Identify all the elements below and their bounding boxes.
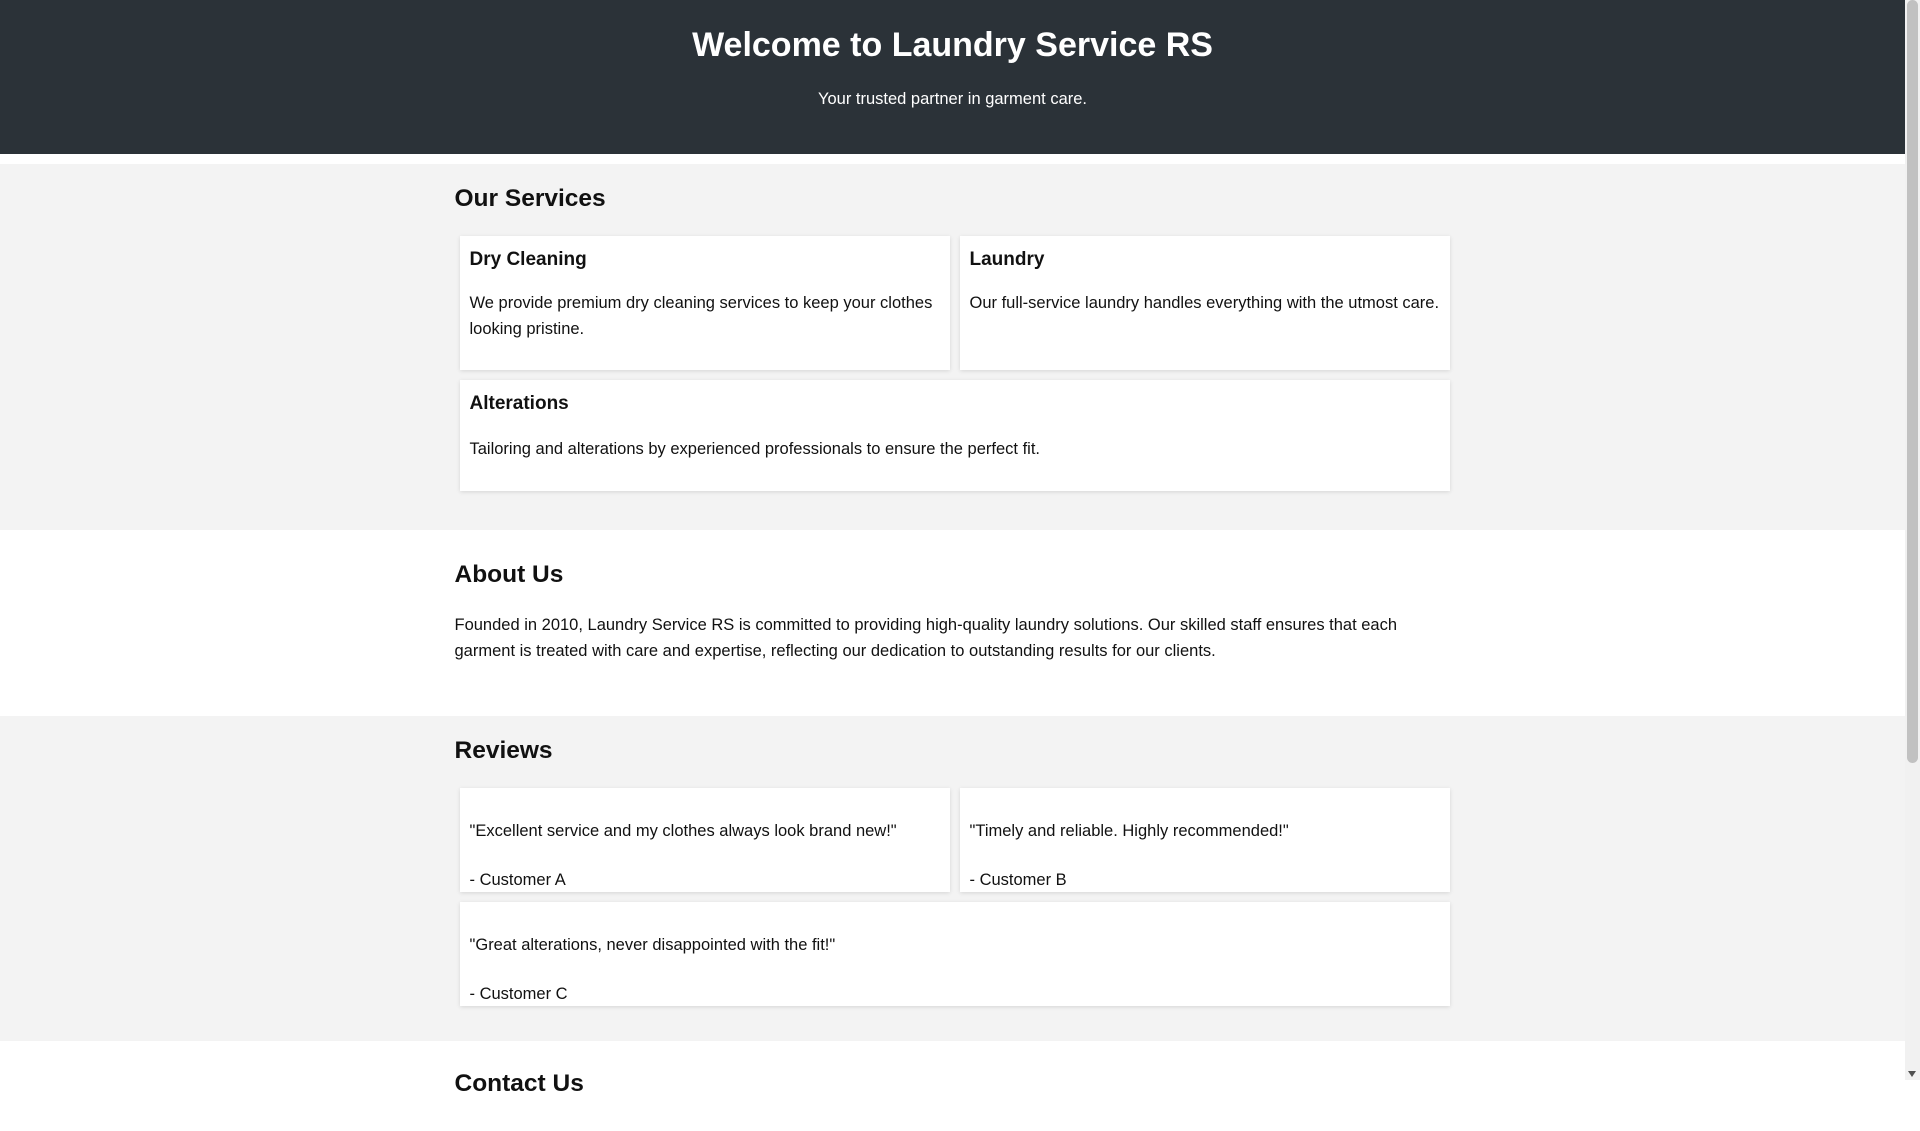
service-card-dry-cleaning (460, 236, 950, 370)
vertical-scrollbar[interactable] (1905, 0, 1920, 1080)
review-quote: "Great alterations, never disappointed with the fit!" (469, 936, 836, 954)
about-text: Founded in 2010, Laundry Service RS is committed to providing high-quality laundry solutions. Our skilled staff ensures that each garment is treated with care and expertise, reflecting our dedication to outstanding results for our clients. (454, 616, 1398, 660)
service-description: Tailoring and alterations by experienced professionals to ensure the perfect fit. (469, 440, 1040, 458)
review-card (460, 788, 950, 892)
review-author: - Customer B (969, 871, 1067, 889)
scroll-down-arrow-icon[interactable] (1908, 1071, 1916, 1077)
service-description: Our full-service laundry handles everything with the utmost care. (969, 294, 1440, 312)
hero-tagline: Your trusted partner in garment care. (817, 90, 1088, 108)
service-title: Dry Cleaning (469, 249, 587, 270)
hero-header (0, 0, 1905, 154)
service-title: Laundry (969, 249, 1045, 270)
about-section (0, 540, 1905, 706)
review-card (960, 788, 1450, 892)
contact-section (0, 1051, 1905, 1131)
service-card-laundry (960, 236, 1450, 370)
contact-heading: Contact Us (454, 1070, 584, 1097)
review-quote: "Excellent service and my clothes always look brand new!" (469, 822, 897, 840)
services-heading: Our Services (454, 185, 606, 212)
review-author: - Customer A (469, 871, 566, 889)
review-quote: "Timely and reliable. Highly recommended!" (969, 822, 1289, 840)
page-title: Welcome to Laundry Service RS (692, 26, 1213, 64)
reviews-section (0, 716, 1905, 1041)
review-author: - Customer C (469, 985, 568, 1003)
scrollbar-thumb[interactable] (1907, 0, 1918, 763)
service-title: Alterations (469, 393, 569, 414)
service-card-alterations (460, 380, 1450, 491)
about-heading: About Us (454, 561, 564, 588)
reviews-heading: Reviews (454, 737, 553, 764)
review-card (460, 902, 1450, 1006)
service-description: We provide premium dry cleaning services to keep your clothes looking pristine. (469, 294, 933, 338)
services-section (0, 164, 1905, 530)
